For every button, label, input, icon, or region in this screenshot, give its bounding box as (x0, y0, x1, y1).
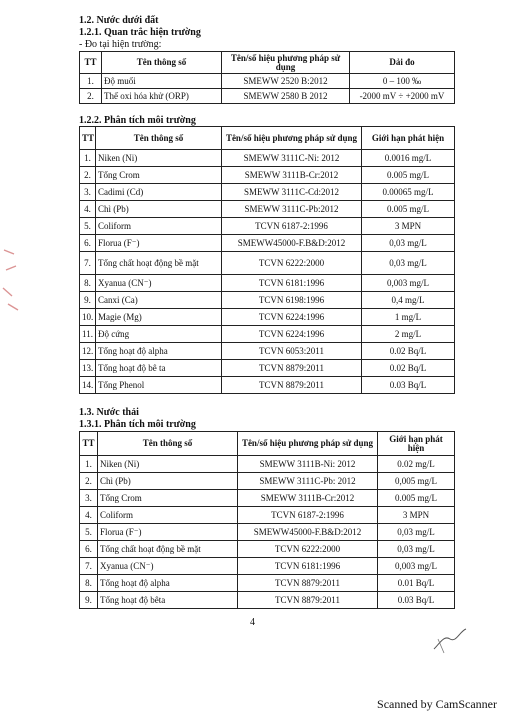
parameter-name: Tổng hoạt độ alpha (96, 343, 222, 360)
detection-limit: 0,03 mg/L (378, 524, 455, 541)
detection-limit: 0.02 mg/L (378, 456, 455, 473)
row-number: 1. (80, 456, 98, 473)
table-row (80, 377, 455, 394)
table-row (80, 150, 455, 167)
table-row (80, 507, 455, 524)
method-code: SMEWW 2520 B:2012 (222, 74, 350, 89)
method-code: SMEWW 3111B-Ni: 2012 (238, 456, 378, 473)
signature-mark (430, 625, 470, 655)
row-number: 5. (80, 218, 96, 235)
method-code: TCVN 6053:2011 (222, 343, 362, 360)
parameter-name: Xyanua (CN⁻) (98, 558, 238, 575)
parameter-name: Magie (Mg) (96, 309, 222, 326)
parameter-name: Canxi (Ca) (96, 292, 222, 309)
table-row (80, 558, 455, 575)
table-row (80, 201, 455, 218)
detection-limit: 0.03 Bq/L (362, 377, 455, 394)
row-number: 1. (80, 74, 102, 89)
table-row (80, 360, 455, 377)
col-header-tt: TT (80, 432, 98, 456)
table-row (80, 218, 455, 235)
table-row (80, 541, 455, 558)
row-number: 5. (80, 524, 98, 541)
detection-limit: 0,03 mg/L (362, 252, 455, 275)
margin-stamp-mark (0, 240, 22, 320)
wastewater-analysis-table (79, 431, 455, 609)
parameter-name: Tổng Crom (98, 490, 238, 507)
col-header-method: Tên/số hiệu phương pháp sử dụng (238, 432, 378, 456)
row-number: 10. (80, 309, 96, 326)
detection-limit: 0,03 mg/L (362, 235, 455, 252)
field-measurement-table (79, 51, 455, 104)
method-code: TCVN 6181:1996 (238, 558, 378, 575)
method-code: TCVN 6187-2:1996 (238, 507, 378, 524)
parameter-name: Xyanua (CN⁻) (96, 275, 222, 292)
detection-limit: 3 MPN (362, 218, 455, 235)
parameter-name: Chì (Pb) (96, 201, 222, 218)
table-row (80, 89, 455, 104)
col-header-detection-limit: Giới hạn phát hiện (362, 127, 455, 150)
detection-limit: 3 MPN (378, 507, 455, 524)
parameter-name: Florua (F⁻) (98, 524, 238, 541)
method-code: TCVN 8879:2011 (238, 575, 378, 592)
parameter-name: Tổng Crom (96, 167, 222, 184)
row-number: 6. (80, 541, 98, 558)
col-header-range: Dải đo (350, 52, 455, 74)
parameter-name: Chì (Pb) (98, 473, 238, 490)
parameter-name: Độ muối (102, 74, 222, 89)
row-number: 1. (80, 150, 96, 167)
groundwater-analysis-table (79, 126, 455, 394)
method-code: SMEWW 3111C-Pb: 2012 (238, 473, 378, 490)
table-row (80, 592, 455, 609)
table-row (80, 343, 455, 360)
subsection-title-1-2-1: 1.2.1. Quan trắc hiện trường (79, 27, 201, 38)
col-header-parameter: Tên thông số (96, 127, 222, 150)
parameter-name: Niken (Ni) (96, 150, 222, 167)
field-measurement-note: - Đo tại hiện trường: (79, 39, 162, 50)
row-number: 9. (80, 592, 98, 609)
detection-limit: 0,003 mg/L (378, 558, 455, 575)
method-code: SMEWW 3111C-Pb:2012 (222, 201, 362, 218)
parameter-name: Tổng Phenol (96, 377, 222, 394)
method-code: TCVN 6198:1996 (222, 292, 362, 309)
row-number: 3. (80, 184, 96, 201)
table-row (80, 473, 455, 490)
col-header-parameter: Tên thông số (102, 52, 222, 74)
row-number: 2. (80, 89, 102, 104)
row-number: 11. (80, 326, 96, 343)
detection-limit: 0.005 mg/L (362, 167, 455, 184)
parameter-name: Tổng hoạt độ alpha (98, 575, 238, 592)
detection-limit: 0.02 Bq/L (362, 343, 455, 360)
row-number: 8. (80, 575, 98, 592)
table-row (80, 490, 455, 507)
table-row (80, 275, 455, 292)
col-header-method: Tên/số hiệu phương pháp sử dụng (222, 127, 362, 150)
row-number: 3. (80, 490, 98, 507)
table-row (80, 235, 455, 252)
parameter-name: Tổng hoạt độ bêta (98, 592, 238, 609)
row-number: 4. (80, 507, 98, 524)
method-code: TCVN 6222:2000 (222, 252, 362, 275)
method-code: SMEWW 3111B-Cr:2012 (238, 490, 378, 507)
detection-limit: 0.00065 mg/L (362, 184, 455, 201)
detection-limit: 0,005 mg/L (378, 473, 455, 490)
parameter-name: Tổng chất hoạt động bề mặt (98, 541, 238, 558)
row-number: 7. (80, 558, 98, 575)
method-code: SMEWW 3111C-Ni: 2012 (222, 150, 362, 167)
col-header-method: Tên/số hiệu phương pháp sử dụng (222, 52, 350, 74)
page-number: 4 (250, 617, 255, 628)
table-row (80, 309, 455, 326)
method-code: TCVN 8879:2011 (222, 377, 362, 394)
table-row (80, 575, 455, 592)
method-code: SMEWW 2580 B 2012 (222, 89, 350, 104)
measurement-range: 0 – 100 ‰ (350, 74, 455, 89)
section-title-1-3: 1.3. Nước thải (79, 407, 139, 418)
method-code: TCVN 6224:1996 (222, 309, 362, 326)
detection-limit: 0.0016 mg/L (362, 150, 455, 167)
method-code: TCVN 6181:1996 (222, 275, 362, 292)
measurement-range: -2000 mV ÷ +2000 mV (350, 89, 455, 104)
detection-limit: 0.01 Bq/L (378, 575, 455, 592)
method-code: TCVN 6224:1996 (222, 326, 362, 343)
subsection-title-1-3-1: 1.3.1. Phân tích môi trường (79, 419, 196, 430)
parameter-name: Tổng chất hoạt động bề mặt (96, 252, 222, 275)
col-header-parameter: Tên thông số (98, 432, 238, 456)
method-code: TCVN 8879:2011 (238, 592, 378, 609)
row-number: 6. (80, 235, 96, 252)
col-header-tt: TT (80, 52, 102, 74)
detection-limit: 0.005 mg/L (378, 490, 455, 507)
detection-limit: 0.005 mg/L (362, 201, 455, 218)
method-code: TCVN 6187-2:1996 (222, 218, 362, 235)
detection-limit: 0,03 mg/L (378, 541, 455, 558)
detection-limit: 0.03 Bq/L (378, 592, 455, 609)
scanner-footer: Scanned by CamScanner (377, 697, 497, 711)
method-code: SMEWW45000-F.B&D:2012 (222, 235, 362, 252)
row-number: 8. (80, 275, 96, 292)
parameter-name: Thế oxi hóa khử (ORP) (102, 89, 222, 104)
table-row (80, 74, 455, 89)
parameter-name: Florua (F⁻) (96, 235, 222, 252)
row-number: 2. (80, 473, 98, 490)
row-number: 9. (80, 292, 96, 309)
table-row (80, 524, 455, 541)
table-row (80, 167, 455, 184)
row-number: 12. (80, 343, 96, 360)
col-header-detection-limit: Giới hạn phát hiện (378, 432, 455, 456)
parameter-name: Coliform (96, 218, 222, 235)
detection-limit: 0.02 Bq/L (362, 360, 455, 377)
detection-limit: 0,003 mg/L (362, 275, 455, 292)
table-row (80, 292, 455, 309)
col-header-tt: TT (80, 127, 96, 150)
method-code: SMEWW45000-F.B&D:2012 (238, 524, 378, 541)
detection-limit: 2 mg/L (362, 326, 455, 343)
method-code: SMEWW 3111B-Cr:2012 (222, 167, 362, 184)
parameter-name: Niken (Ni) (98, 456, 238, 473)
method-code: SMEWW 3111C-Cd:2012 (222, 184, 362, 201)
table-row (80, 252, 455, 275)
parameter-name: Độ cứng (96, 326, 222, 343)
parameter-name: Cadimi (Cd) (96, 184, 222, 201)
row-number: 2. (80, 167, 96, 184)
table-row (80, 184, 455, 201)
row-number: 7. (80, 252, 96, 275)
table-row (80, 456, 455, 473)
row-number: 13. (80, 360, 96, 377)
detection-limit: 0,4 mg/L (362, 292, 455, 309)
method-code: TCVN 6222:2000 (238, 541, 378, 558)
row-number: 14. (80, 377, 96, 394)
parameter-name: Tổng hoạt độ bê ta (96, 360, 222, 377)
row-number: 4. (80, 201, 96, 218)
detection-limit: 1 mg/L (362, 309, 455, 326)
subsection-title-1-2-2: 1.2.2. Phân tích môi trường (79, 115, 196, 126)
table-row (80, 326, 455, 343)
section-title-1-2: 1.2. Nước dưới đất (79, 15, 159, 26)
parameter-name: Coliform (98, 507, 238, 524)
method-code: TCVN 8879:2011 (222, 360, 362, 377)
